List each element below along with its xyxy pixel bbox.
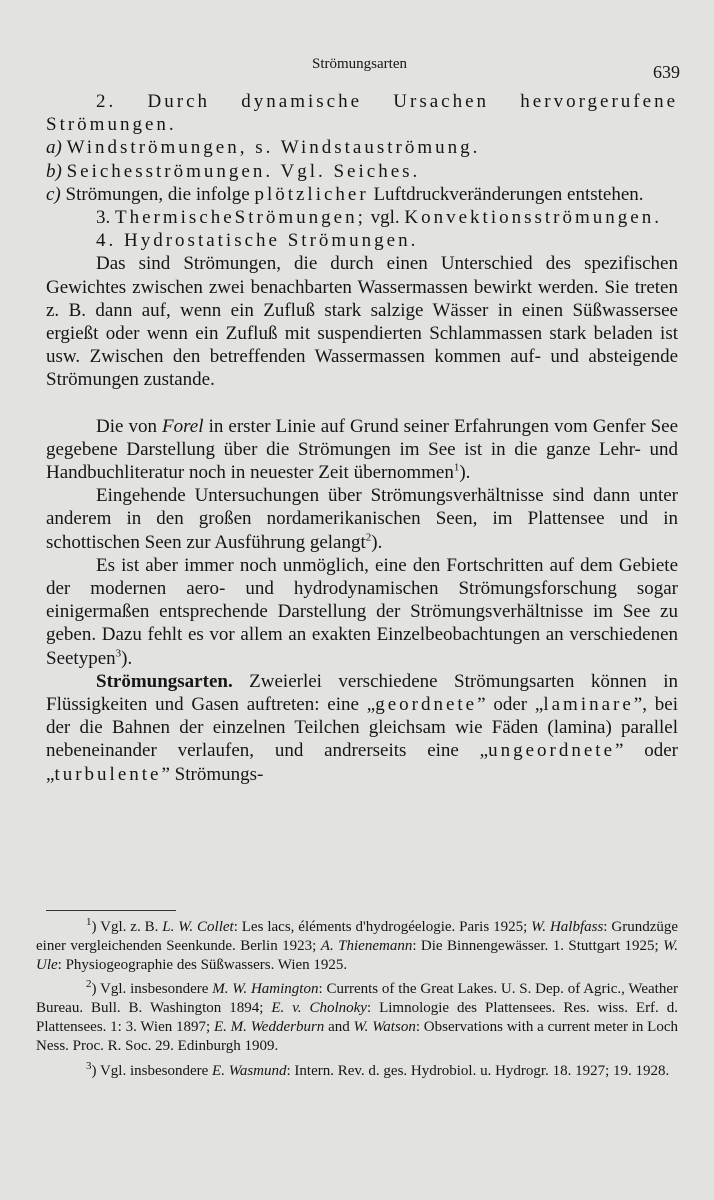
p4-text-a: Zweierlei verschiedene Strömungsarten können in Flüssigkeiten und Gasen auftreten: eine „ — [46, 670, 678, 716]
section-2c-post: Luftdruckveränderungen entstehen. — [373, 183, 644, 205]
footnote-ref-1[interactable]: 1 — [453, 461, 460, 474]
main-text — [46, 90, 678, 786]
footnote-1-mark: 1 — [86, 916, 92, 928]
section-3 — [46, 206, 678, 229]
footnote-2-text-c: : Limnologie des Plattensees. Res. wiss. Erf. d. Plattensees. 1: 3. Wien 1897; — [36, 1000, 679, 1035]
footnote-ref-2[interactable]: 2 — [365, 531, 372, 544]
footnote-1-author-collet: L. W. Collet — [162, 919, 234, 935]
section-2b-text: Seichesströmungen. Vgl. Seiches. — [66, 160, 421, 182]
footnote-3-text-b: : Intern. Rev. d. ges. Hydrobiol. u. Hydrogr. 18. 1927; 19. 1928. — [286, 1062, 670, 1079]
paragraph-untersuchungen — [46, 484, 678, 554]
section-2-sublist — [46, 136, 678, 206]
p4-text-b: ” oder „ — [477, 694, 544, 716]
p1-end: ). — [459, 462, 471, 484]
footnote-2-author-cholnoky: E. v. Cholnoky — [271, 1000, 367, 1017]
term-geordnete: geordnete — [375, 694, 478, 716]
section-2a-label: a) — [46, 137, 62, 159]
section-2a-text: Windströmungen, s. Windstauströmung. — [66, 137, 481, 159]
footnote-1-author-thienemann: A. Thienemann — [320, 937, 413, 954]
running-head: Strömungsarten — [312, 56, 407, 72]
p4-text-c: ”, bei der die Bahnen der einzelnen Teilchen gleichsam wie Fäden (lamina) parallel nebeneinander verlaufen, und andrerseits eine „ — [46, 694, 678, 762]
p4-text-e: ” Strömungs- — [161, 763, 264, 785]
section-2a — [46, 136, 678, 159]
footnotes — [36, 918, 678, 1086]
footnote-1-author-halbfass: W. Halbfass — [531, 919, 604, 935]
section-2b-label: b) — [46, 160, 62, 182]
p3-end: ). — [121, 647, 133, 669]
paragraph-gap — [46, 392, 678, 415]
footnote-3 — [36, 1059, 678, 1081]
paragraph-unmoeglich — [46, 554, 678, 670]
footnote-3-text-a: ) Vgl. insbesondere — [91, 1062, 209, 1079]
section-2c-pre: Strömungen, die infolge — [65, 183, 250, 205]
footnote-2-mark: 2 — [86, 978, 92, 991]
section-2c — [46, 183, 678, 206]
page-number: 639 — [653, 62, 680, 82]
heading-stroemungsarten: Strömungsarten. — [96, 670, 233, 692]
footnote-1-author-ule: W. Ule — [36, 937, 679, 973]
section-2c-spaced: plötzlicher — [254, 183, 369, 205]
footnote-1-text-b: : Les lacs, éléments d'hydrogéelogie. Paris 1925; — [233, 919, 528, 935]
footnote-2-text-a: ) Vgl. insbesondere — [91, 981, 209, 998]
footnote-1 — [36, 918, 678, 974]
section-3-ref: Konvektionsströmungen. — [404, 207, 662, 229]
section-3-title: ThermischeStrömungen; — [115, 207, 366, 229]
section-3-number: 3. — [96, 207, 111, 229]
section-4-title: 4. Hydrostatische Strömungen. — [96, 230, 419, 252]
footnote-2-author-wedderburn: E. M. Wedderburn — [213, 1018, 325, 1035]
page-header — [0, 52, 714, 82]
p2-text: Eingehende Untersuchungen über Strömungsverhältnisse sind dann unter anderem in den großen nordamerikanischen Seen, im Plattensee und in schottischen Seen zur Ausführung gelangt — [46, 485, 678, 553]
p3-text: Es ist aber immer noch unmöglich, eine den Fortschritten auf dem Gebiete der modernen aero- und hydrodynamischen Strömungsforschung sogar einigermaßen entsprechende Darstellung der Strömungsverhältnisse im See zu geben. Dazu fehlt es vor allem an exakten Einzelbeobachtungen an verschiedenen Seetypen — [46, 554, 678, 669]
footnote-rule — [46, 910, 176, 911]
p4-text-d: ” oder „ — [46, 740, 678, 785]
footnote-2-text-e: : Observations with a current meter in Loch Ness. Proc. R. Soc. 29. Edinburgh 1909. — [36, 1018, 679, 1054]
footnote-1-text-a: ) Vgl. z. B. — [91, 919, 159, 935]
footnote-1-text-d: : Die Binnengewässer. 1. Stuttgart 1925; — [412, 937, 659, 954]
p1-forel: Forel — [162, 415, 204, 437]
paragraph-stroemungsarten — [46, 670, 678, 786]
footnote-3-author-wasmund: E. Wasmund — [212, 1062, 287, 1079]
term-ungeordnete: ungeordnete — [488, 740, 615, 762]
p1-text: in erster Linie auf Grund seiner Erfahrungen vom Genfer See gegebene Darstellung über die Strömungen im See ist in die ganze Lehr- und Handbuchliteratur noch in neuester Zeit übernommen — [46, 415, 679, 484]
term-turbulente: turbulente — [54, 763, 162, 785]
paragraph-forel — [46, 415, 678, 485]
footnote-1-text-c: : Grundzüge einer vergleichenden Seenkunde. Berlin 1923; — [36, 919, 679, 954]
footnote-ref-3[interactable]: 3 — [115, 647, 122, 660]
section-2b — [46, 160, 678, 183]
section-2-title: 2. Durch dynamische Ursachen hervorgerufene Strömungen. — [46, 91, 678, 136]
footnote-1-text-e: : Physiogeographie des Süßwassers. Wien 1925. — [57, 956, 348, 973]
section-2c-label: c) — [46, 183, 61, 205]
footnote-3-mark: 3 — [86, 1059, 92, 1072]
footnote-2 — [36, 980, 678, 1055]
section-3-vgl: vgl. — [370, 207, 400, 229]
term-laminare: laminare — [543, 694, 634, 716]
p1-pre: Die von — [96, 415, 157, 437]
footnote-2-author-watson: W. Watson — [353, 1018, 416, 1035]
footnote-2-author-hamington: M. W. Hamington — [212, 981, 319, 998]
footnote-2-text-d: and — [328, 1018, 350, 1035]
footnote-2-text-b: : Currents of the Great Lakes. U. S. Dep. of Agric., Weather Bureau. Bull. B. Washington 1894; — [36, 981, 678, 1017]
section-4-body: Das sind Strömungen, die durch einen Unterschied des spezifischen Gewichtes zwischen zwei benachbarten Wassermassen bewirkt werden. Sie treten z. B. dann auf, wenn ein Zufluß stark salzige Wässer in einen Süßwassersee ergießt oder wenn ein Zufluß mit suspendierten Schlammassen stark beladen ist usw. Zwischen den betreffenden Wassermassen kommen auf- und absteigende Strömungen zustande. — [46, 253, 678, 391]
p2-end: ). — [371, 531, 383, 553]
